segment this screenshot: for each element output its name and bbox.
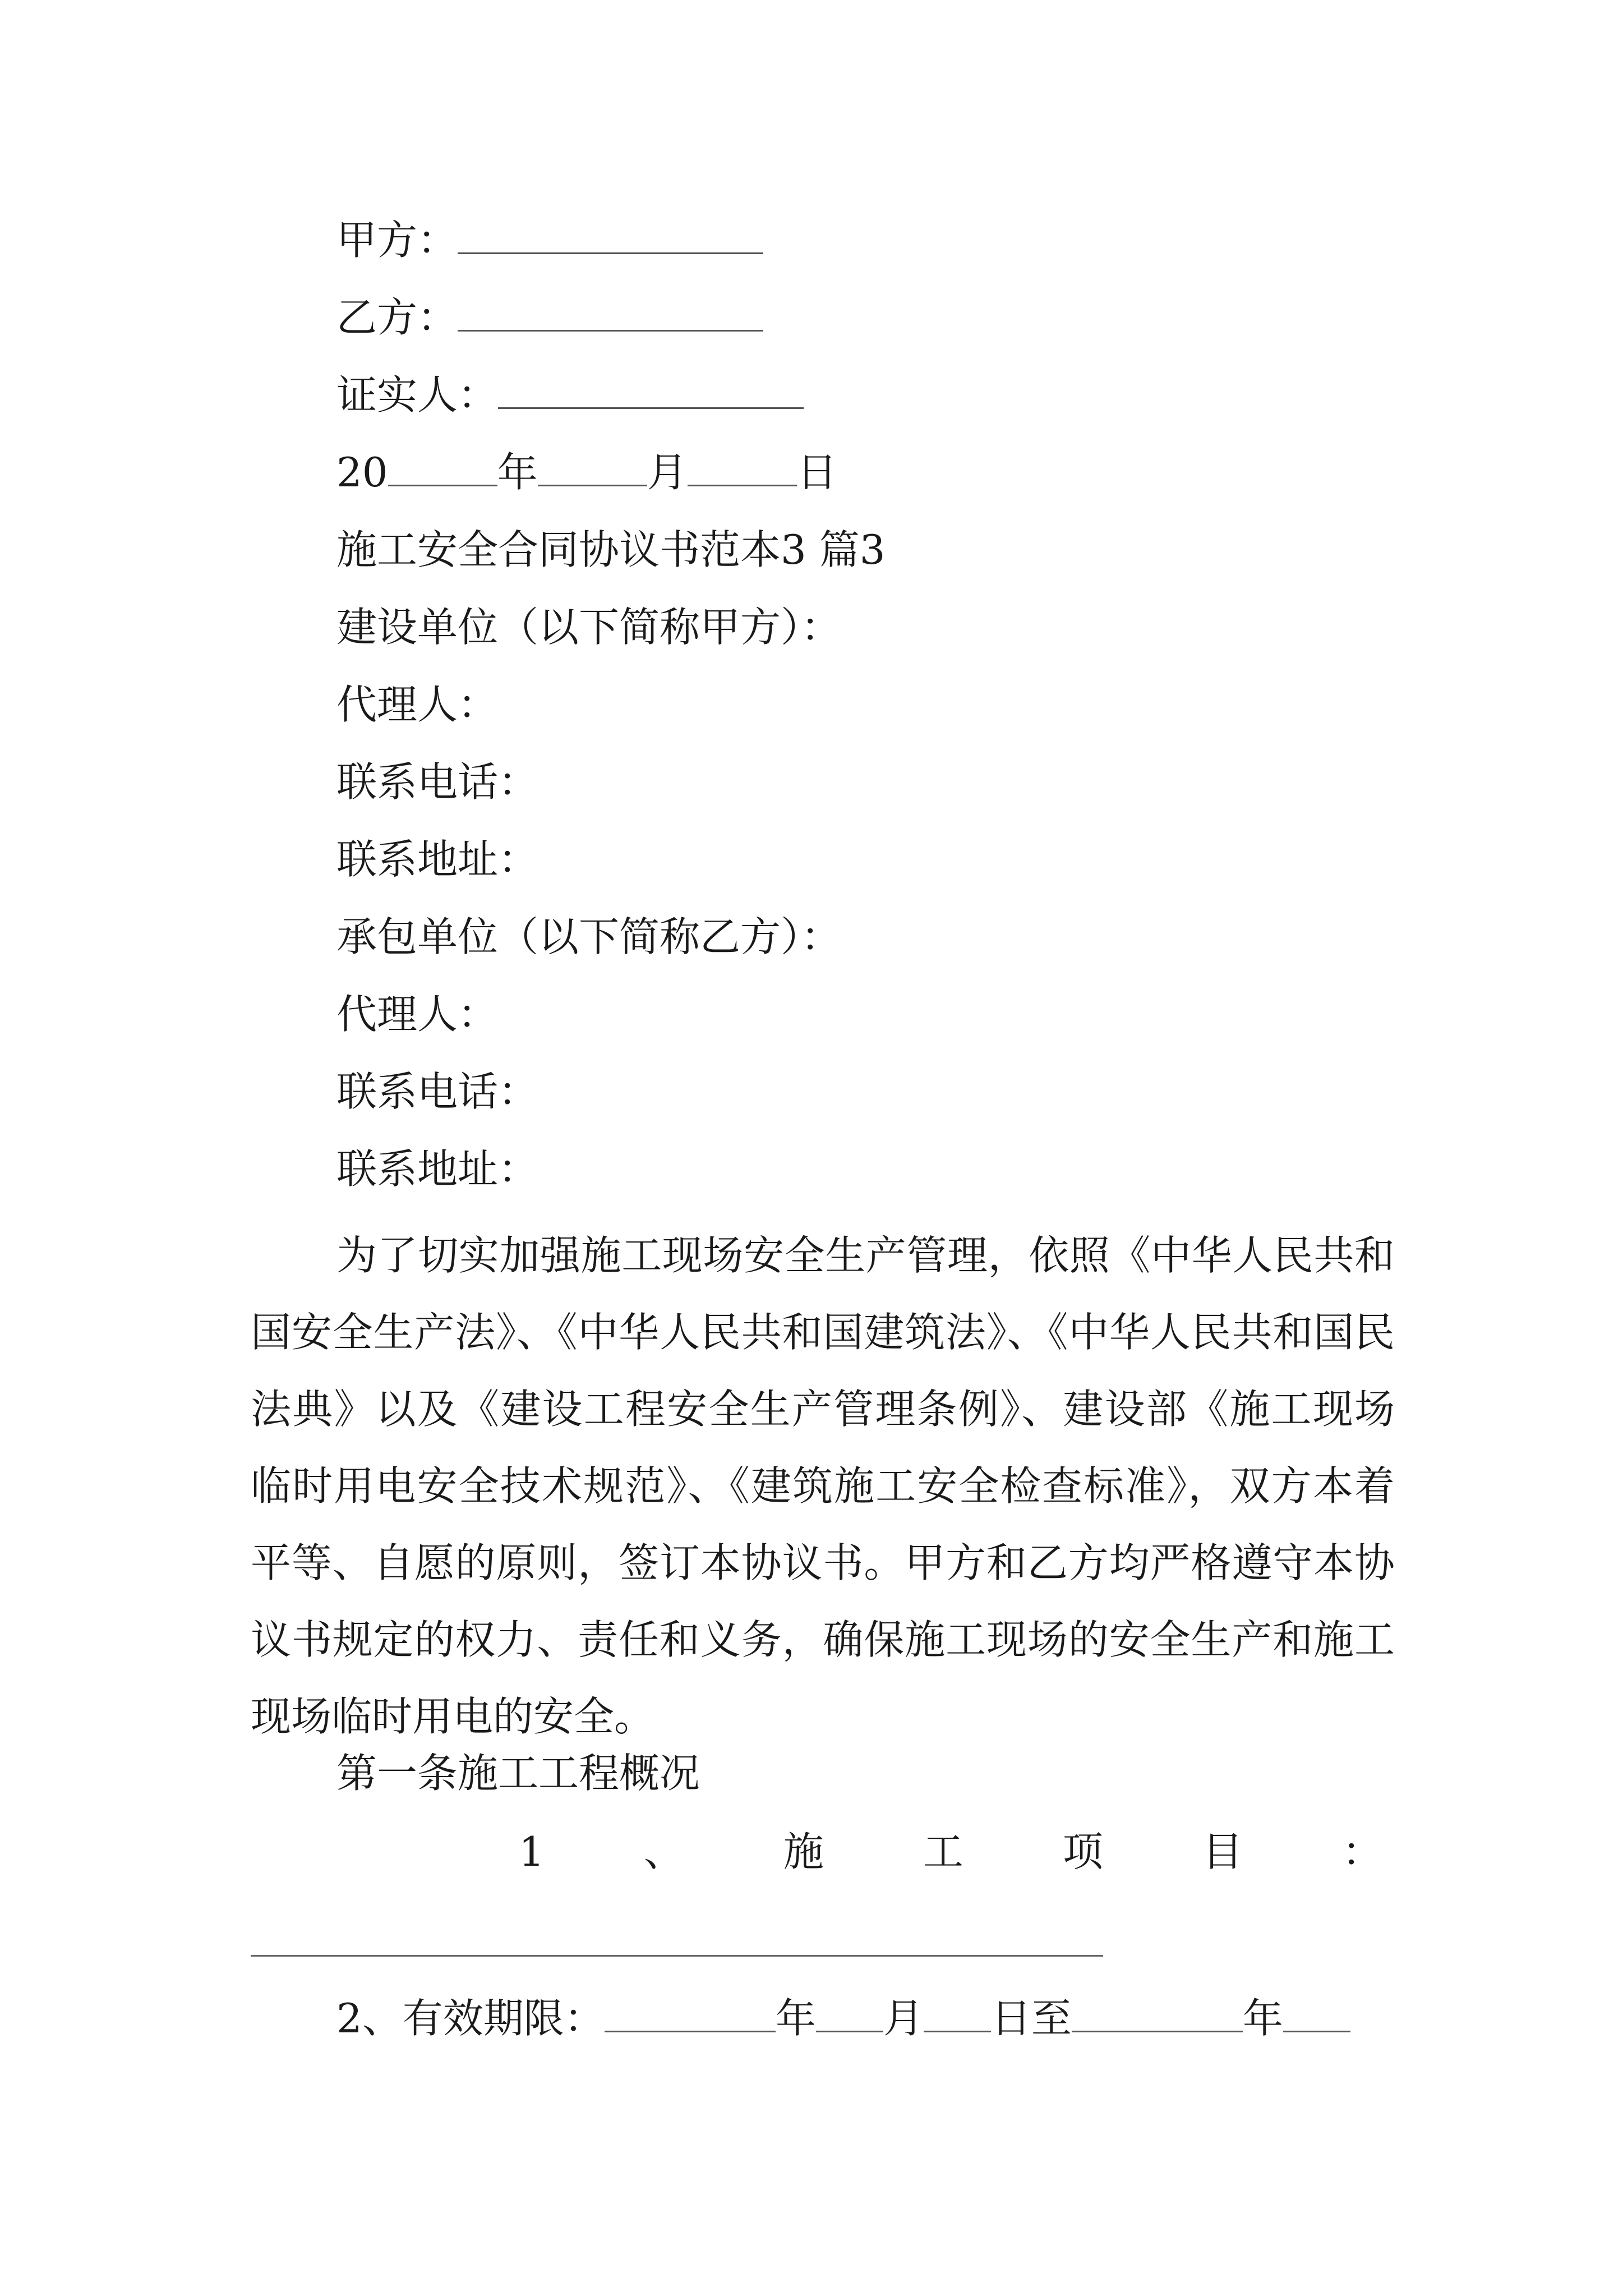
date-month-label: 月 [647, 449, 688, 496]
party-a-signature-line [336, 217, 763, 264]
party-b-agent: 代理人： [336, 991, 499, 1038]
item2-start-year-blank [605, 1999, 776, 2032]
party-a-phone: 联系电话： [336, 758, 539, 806]
preamble-paragraph: 为了切实加强施工现场安全生产管理，依照《中华人民共和国安全生产法》、《中华人民共和国建筑法》、《中华人民共和国民法典》以及《建设工程安全生产管理条例》、建设部《施工现场临时用电安全技术规范》、《建筑施工安全检查标准》，双方本着平等、自愿的原则，签订本协议书。甲方和乙方均严格遵守本协议书规定的权力、责任和义务，确保施工现场的安全生产和施工现场临时用电的安全。 [251, 1232, 1395, 1740]
date-year-label: 年 [497, 449, 538, 496]
article-one-item-2 [336, 1995, 1350, 2042]
party-b-address: 联系地址： [336, 1145, 539, 1193]
party-a-heading: 建设单位（以下简称甲方）： [336, 604, 842, 651]
item2-month-label: 月 [883, 1995, 924, 2042]
date-day-blank [688, 453, 797, 486]
item2-end-month-blank [1283, 1999, 1350, 2032]
item1-fill-line [251, 1955, 1103, 1957]
item1-char-1: 施 [783, 1828, 824, 1875]
article-one-title: 第一条施工工程概况 [336, 1750, 700, 1797]
item1-char-4: 目 [1202, 1828, 1243, 1875]
item2-label: 2、有效期限： [336, 1995, 605, 2042]
signature-date-line [336, 449, 837, 496]
party-b-blank [458, 298, 763, 332]
party-a-address: 联系地址： [336, 836, 539, 883]
party-a-blank [458, 221, 763, 254]
party-b-heading: 承包单位（以下简称乙方）： [336, 913, 842, 960]
item2-start-day-blank [924, 1999, 991, 2032]
date-day-label: 日 [796, 449, 837, 496]
section-title: 施工安全合同协议书范本3 篇3 [336, 526, 886, 573]
item2-end-year-blank [1072, 1999, 1243, 2032]
witness-label: 证实人： [336, 371, 499, 418]
article-one-item-1 [519, 1828, 1382, 1875]
item1-separator: 、 [643, 1828, 684, 1875]
date-year-blank [388, 453, 497, 486]
item1-char-2: 工 [923, 1828, 963, 1875]
item2-day-to-label: 日至 [990, 1995, 1072, 2042]
party-b-signature-line [336, 294, 763, 341]
item2-start-month-blank [816, 1999, 883, 2032]
party-b-phone: 联系电话： [336, 1068, 539, 1115]
date-month-blank [538, 453, 647, 486]
witness-signature-line [336, 371, 804, 418]
party-b-label: 乙方： [336, 294, 458, 341]
party-a-label: 甲方： [336, 217, 458, 264]
witness-blank [498, 376, 804, 409]
party-a-agent: 代理人： [336, 681, 499, 728]
item2-year-label: 年 [775, 1995, 816, 2042]
item2-year2-label: 年 [1242, 1995, 1283, 2042]
item1-char-3: 项 [1062, 1828, 1103, 1875]
date-prefix: 20 [336, 449, 388, 496]
item1-colon: ： [1341, 1828, 1382, 1875]
item1-number: 1 [519, 1828, 545, 1875]
